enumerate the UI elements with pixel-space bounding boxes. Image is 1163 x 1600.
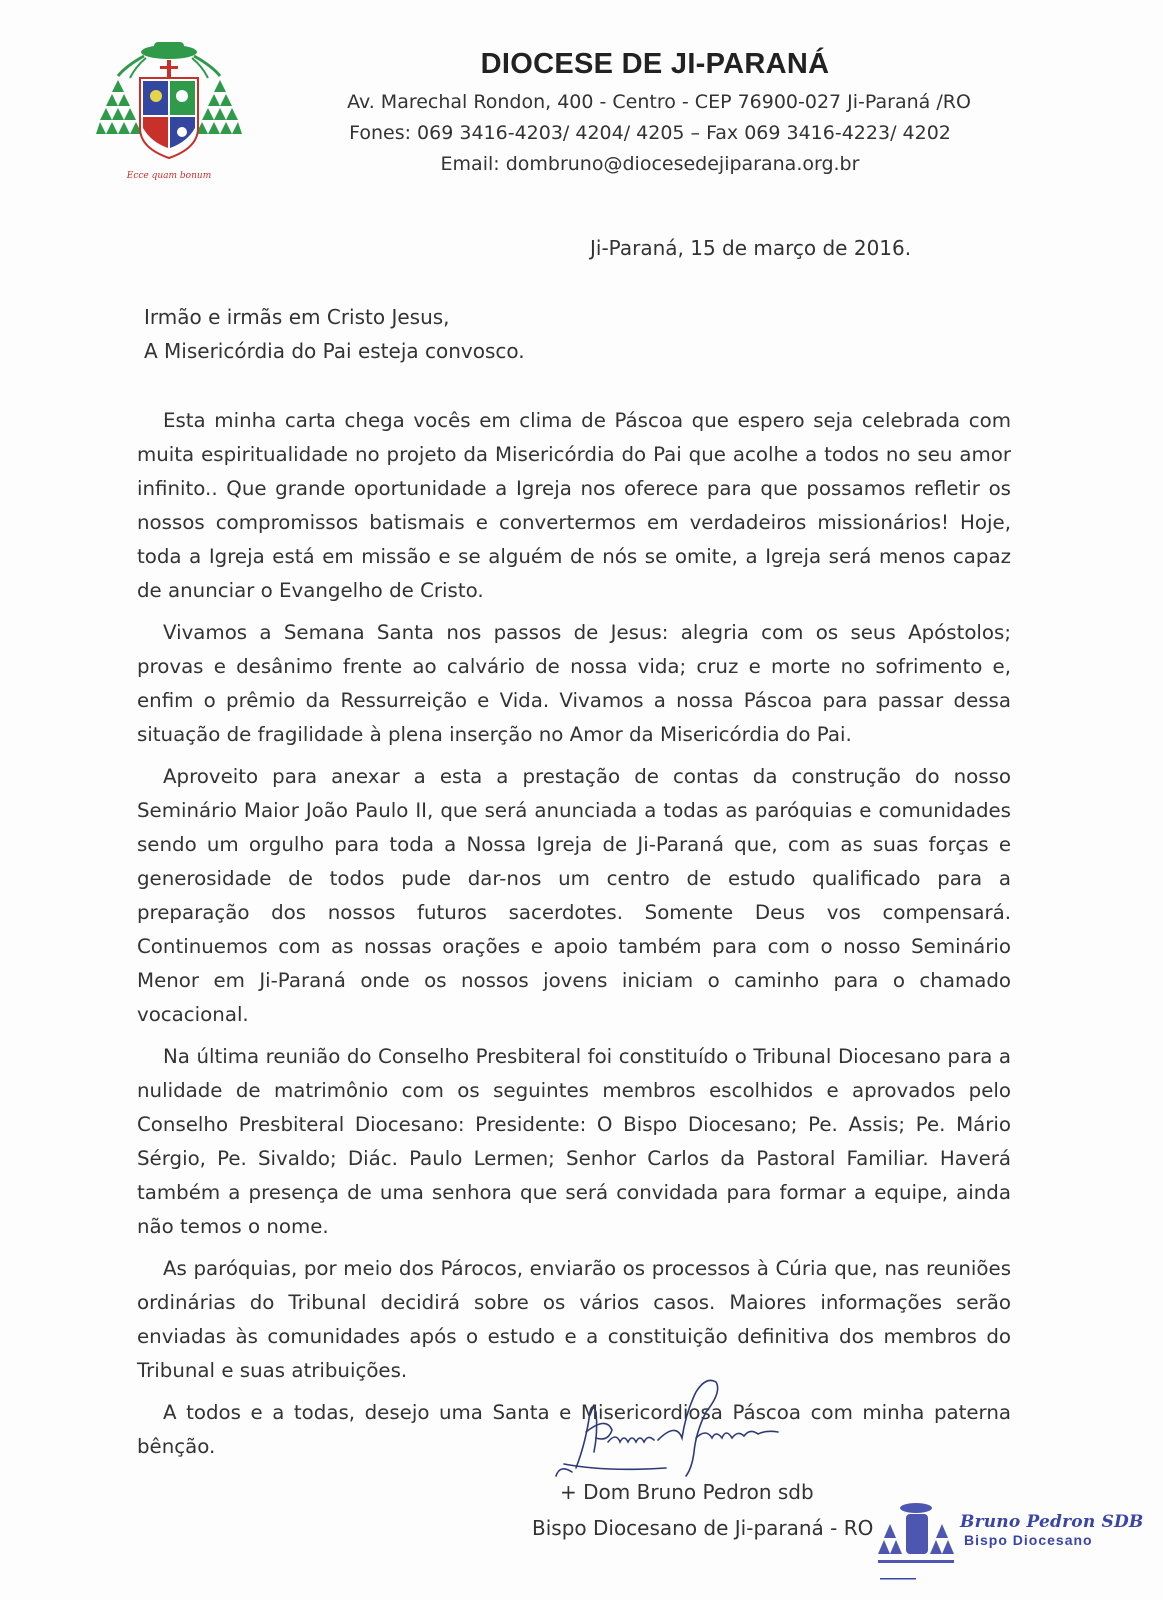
coat-of-arms-icon	[96, 36, 242, 184]
signatory-title: Bispo Diocesano de Ji-paraná - RO	[532, 1516, 874, 1540]
org-address: Av. Marechal Rondon, 400 - Centro - CEP 76900-027 Ji-Paraná /RO	[347, 91, 971, 113]
body-paragraph: Vivamos a Semana Santa nos passos de Jesus: alegria com os seus Apóstolos; provas e desânimo frente ao calvário de nossa vida; cruz e morte no sofrimento e, enfim o prêmio da Ressurreição e Vida. Vivamos a nossa Páscoa para passar dessa situação de fragilidade à plena inserção no Amor da Misericórdia do Pai.	[137, 621, 1011, 746]
stamp-text	[960, 1512, 1144, 1548]
org-email: Email: dombruno@diocesedejiparana.org.br	[440, 153, 860, 175]
body-paragraph: Aproveito para anexar a esta a prestação de contas da construção do nosso Seminário Maior João Paulo II, que será anunciada a todas as paróquias e comunidades sendo um orgulho para toda a Nossa Igreja de Ji-Paraná que, com as suas forças e generosidade de todos pude dar-nos um centro de estudo qualificado para a preparação dos nossos futuros sacerdotes. Somente Deus vos compensará. Continuemos com as nossas orações e apoio também para com o nosso Seminário Menor em Ji-Paraná onde os nossos jovens iniciam o caminho para o chamado vocacional.	[137, 765, 1011, 1026]
body-paragraph: Esta minha carta chega vocês em clima de Páscoa que espero seja celebrada com muita espiritualidade no projeto da Misericórdia do Pai que acolhe a todos no seu amor infinito.. Que grande oportunidade a Igreja nos oferece para que possamos refletir os nossos compromissos batismais e convertermos em verdadeiros missionários! Hoje, toda a Igreja está em missão e se alguém de nós se omite, a Igreja será menos capaz de anunciar o Evangelho de Cristo.	[137, 409, 1011, 602]
letterhead	[300, 48, 1000, 180]
stamp-name: Bruno Pedron SDB	[960, 1512, 1144, 1532]
body-paragraph: Na última reunião do Conselho Presbiteral foi constituído o Tribunal Diocesano para a nulidade de matrimônio com os seguintes membros escolhidos e aprovados pelo Conselho Presbiteral Diocesano: Presidente: O Bispo Diocesano; Pe. Assis; Pe. Mário Sérgio, Pe. Sivaldo; Diác. Paulo Lermen; Senhor Carlos da Pastoral Familiar. Haverá também a presença de uma senhora que será convidada para formar a equipe, ainda não temos o nome.	[137, 1045, 1011, 1238]
org-name: DIOCESE DE JI-PARANÁ	[480, 48, 830, 80]
closing-paragraph: A todos e a todas, desejo uma Santa e Misericordiosa Páscoa com minha paterna bênção.	[137, 1401, 1011, 1458]
salutation	[144, 300, 525, 368]
crest-motto: Ecce quam bonum	[126, 171, 212, 181]
org-phones: Fones: 069 3416-4203/ 4204/ 4205 – Fax 069 3416-4223/ 4202	[349, 122, 951, 144]
letter-date: Ji-Paraná, 15 de março de 2016.	[590, 236, 912, 260]
salutation-line-1: Irmão e irmãs em Cristo Jesus,	[144, 305, 450, 329]
salutation-line-2: A Misericórdia do Pai esteja convosco.	[144, 339, 525, 363]
stamp-title: Bispo Diocesano	[964, 1532, 1093, 1548]
handwritten-signature	[546, 1372, 806, 1484]
body-paragraph: As paróquias, por meio dos Párocos, enviarão os processos à Cúria que, nas reuniões ordinárias do Tribunal decidirá sobre os vários casos. Maiores informações serão enviadas às comunidades após o estudo e a constituição definitiva dos membros do Tribunal e suas atribuições.	[137, 1257, 1011, 1382]
signatory-name: + Dom Bruno Pedron sdb	[560, 1480, 814, 1504]
letter-body	[137, 404, 1011, 1472]
